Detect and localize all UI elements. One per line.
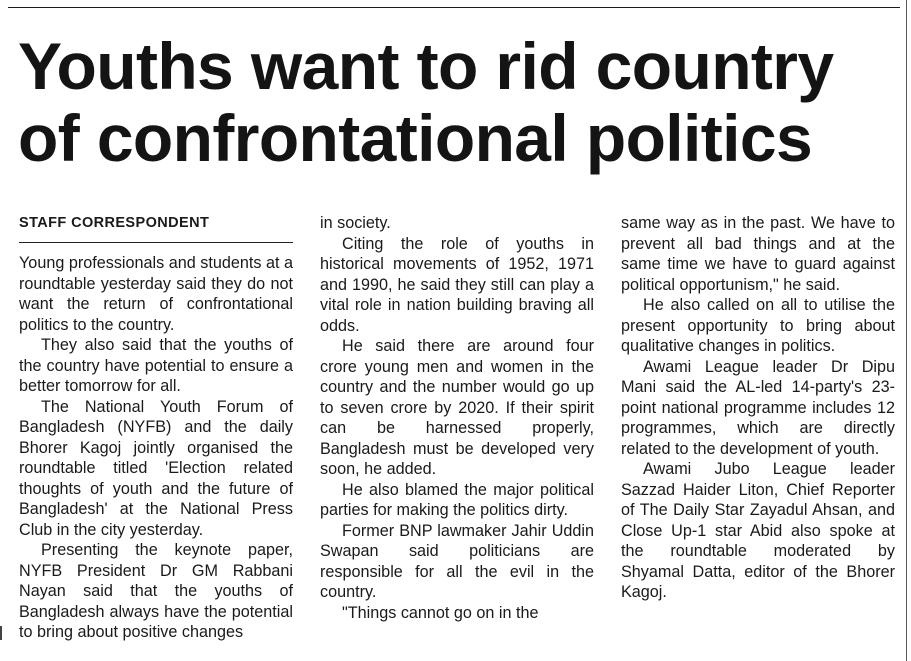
byline: STAFF CORRESPONDENT xyxy=(19,215,210,231)
byline-rule xyxy=(19,242,293,243)
paragraph: Presenting the keynote paper, NYFB President Dr GM Rabbani Nayan said that the youths of Bangladesh always have the potential to bring about positive changes xyxy=(19,541,293,641)
article-column-2 xyxy=(320,213,594,623)
paragraph: "Things cannot go on in the xyxy=(342,603,539,622)
article-column-1 xyxy=(19,213,293,643)
paragraph: He also blamed the major political parties for making the politics dirty. xyxy=(320,480,594,519)
paragraph: The National Youth Forum of Bangladesh (NYFB) and the daily Bhorer Kagoj jointly organised the roundtable titled 'Election related thoughts of youth and the future of Bangladesh' at the National Press Club in the city yesterday. xyxy=(19,397,293,539)
page-edge-tick xyxy=(0,626,2,640)
paragraph: He also called on all to utilise the present opportunity to bring about qualitative changes in politics. xyxy=(621,296,895,355)
article-column-3 xyxy=(621,213,895,603)
paragraph: in society. xyxy=(320,214,391,232)
headline-line-1: Youths want to rid country xyxy=(18,29,834,103)
paragraph: same way as in the past. We have to prevent all bad things and at the same time we have to guard against political opportunism," he said. xyxy=(621,214,895,294)
paragraph: He said there are around four crore young men and women in the country and the number would go up to seven crore by 2020. If their spirit can be harnessed properly, Bangladesh must be developed very soon, he added. xyxy=(320,337,594,478)
headline-line-2: of confrontational politics xyxy=(18,101,813,175)
top-rule xyxy=(8,7,900,8)
paragraph: Former BNP lawmaker Jahir Uddin Swapan said politicians are responsible for all the evil in the country. xyxy=(320,521,594,601)
paragraph: Young professionals and students at a roundtable yesterday said they do not want the return of confrontational politics to the country. xyxy=(19,254,293,334)
paragraph: Awami League leader Dr Dipu Mani said the AL-led 14-party's 23-point national programme includes 12 programmes, which are directly related to the development of youth. xyxy=(621,357,895,458)
headline xyxy=(18,30,898,174)
paragraph: They also said that the youths of the country have potential to ensure a better tomorrow for all. xyxy=(19,336,293,395)
paragraph: Awami Jubo League leader Sazzad Haider Liton, Chief Reporter of The Daily Star Zayadul Ahsan, and Close Up-1 star Abid also spoke at the roundtable moderated by Shyamal Datta, editor of the Bhorer Kagoj. xyxy=(621,460,895,601)
page-edge xyxy=(906,0,907,661)
paragraph: Citing the role of youths in historical movements of 1952, 1971 and 1990, he said they still can play a vital role in nation building braving all odds. xyxy=(320,234,594,335)
